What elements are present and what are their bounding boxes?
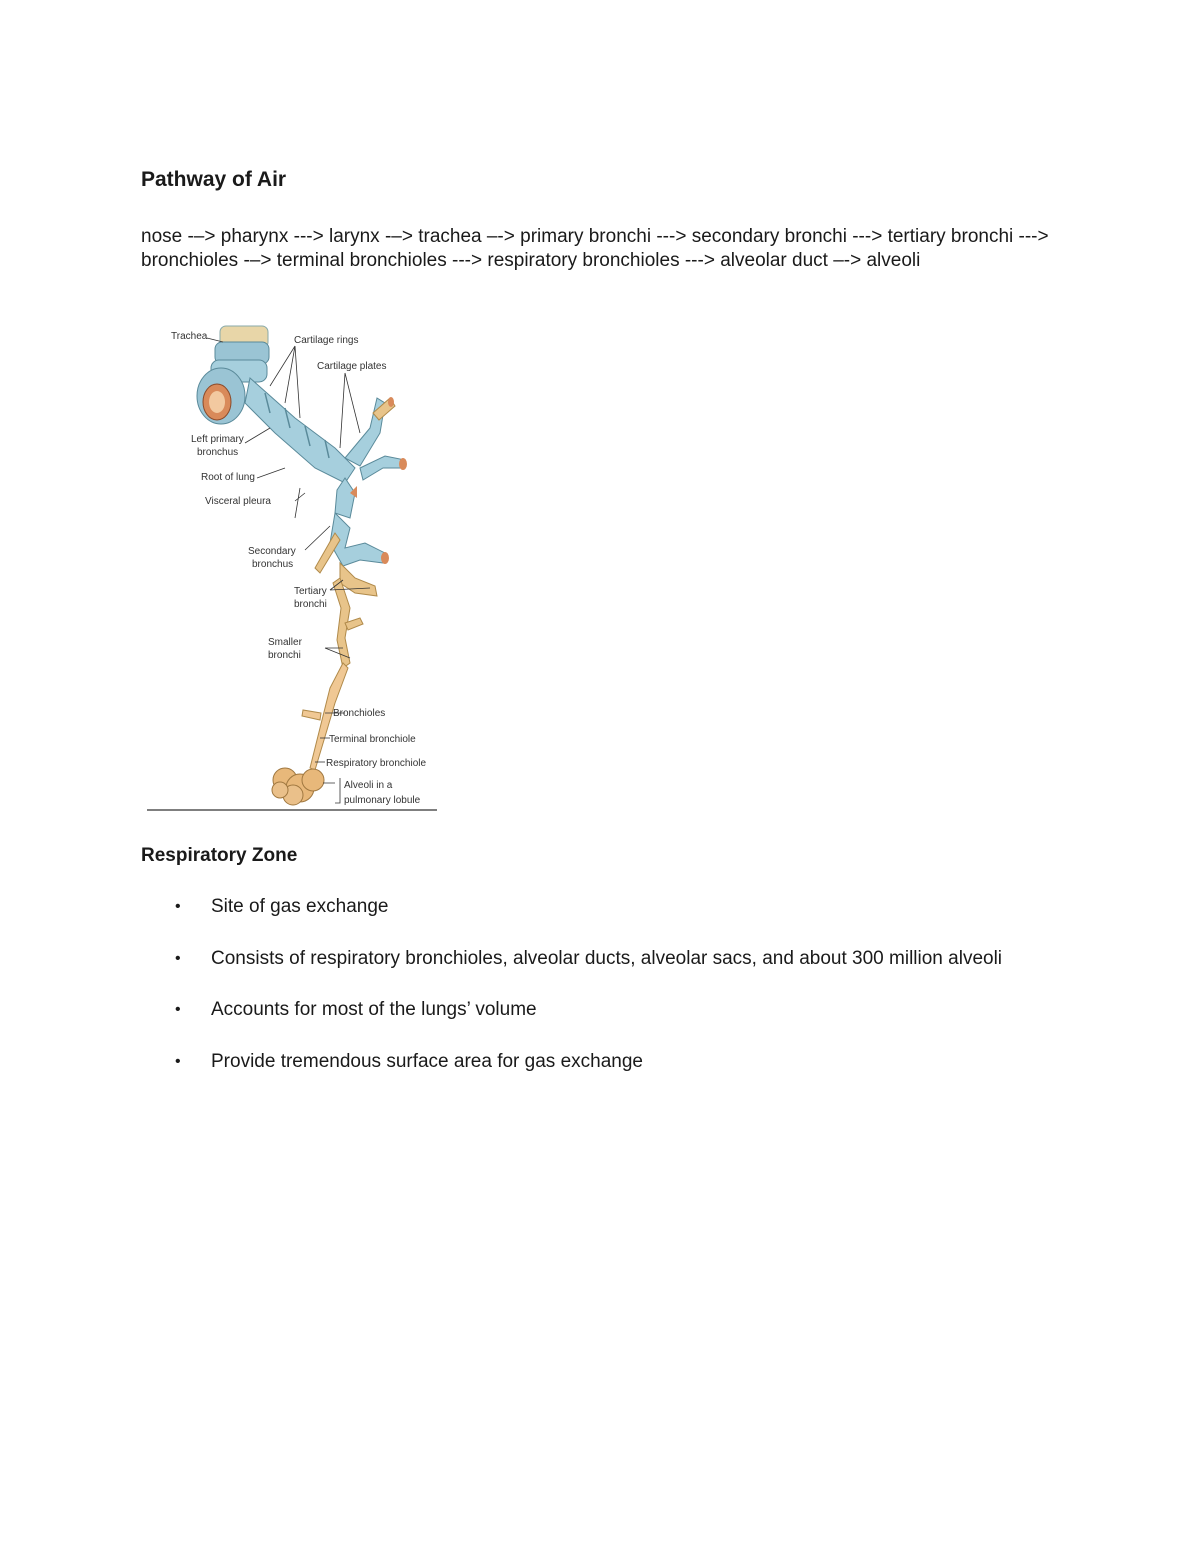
- bullet-icon: •: [175, 1052, 181, 1070]
- bullet-icon: •: [175, 949, 181, 967]
- label-bronchioles: Bronchioles: [333, 708, 386, 719]
- bullet-icon: •: [175, 1001, 181, 1018]
- bullet-icon: •: [175, 898, 181, 915]
- primary-bronchus-shape: [245, 378, 355, 483]
- label-alveoli-1: Alveoli in a: [344, 780, 393, 791]
- pathway-text: nose -–> pharynx ---> larynx -–> trachea –-> primary bronchi ---> secondary bronchi ---> tertiary bronchi ---> bronchioles -–> terminal bronchioles ---> respiratory bronchioles ---> alveolar duct –-> alveoli: [141, 226, 1049, 271]
- label-alveoli-2: pulmonary lobule: [344, 795, 421, 806]
- label-smaller-1: Smaller: [268, 637, 302, 648]
- respiratory-zone-list: [0, 895, 1200, 1101]
- list-item-text: Provide tremendous surface area for gas exchange: [211, 1050, 643, 1072]
- bronchial-tree-illustration: [145, 318, 440, 814]
- label-left-primary-2: bronchus: [197, 447, 239, 458]
- label-tertiary-1: Tertiary: [294, 586, 327, 597]
- alveoli-cluster-shape: [272, 768, 324, 805]
- label-root-of-lung: Root of lung: [201, 472, 255, 483]
- list-item-text: Site of gas exchange: [211, 896, 389, 917]
- label-cartilage-plates: Cartilage plates: [317, 361, 387, 372]
- label-cartilage-rings: Cartilage rings: [294, 335, 359, 346]
- list-item: [0, 895, 1031, 919]
- list-item-text: Accounts for most of the lungs’ volume: [211, 999, 537, 1020]
- list-item-text: Consists of respiratory bronchioles, alveolar ducts, alveolar sacs, and about 300 million alveoli: [211, 947, 1003, 969]
- label-left-primary-1: Left primary: [191, 434, 244, 445]
- label-secondary-2: bronchus: [252, 559, 294, 570]
- list-item: [0, 1050, 1031, 1074]
- label-tertiary-2: bronchi: [294, 599, 327, 610]
- list-item: [0, 947, 1031, 971]
- middle-branches-shape: [315, 478, 389, 573]
- label-visceral-pleura: Visceral pleura: [205, 496, 271, 507]
- page-title: Pathway of Air: [141, 168, 287, 191]
- label-smaller-2: bronchi: [268, 650, 301, 661]
- label-respiratory-bronchiole: Respiratory bronchiole: [326, 758, 427, 769]
- respiratory-zone-heading: Respiratory Zone: [141, 845, 298, 866]
- label-trachea: Trachea: [171, 331, 208, 342]
- bronchial-tree-figure: [145, 318, 440, 814]
- label-terminal-bronchiole: Terminal bronchiole: [329, 734, 416, 745]
- label-secondary-1: Secondary: [248, 546, 296, 557]
- list-item: [0, 998, 1031, 1022]
